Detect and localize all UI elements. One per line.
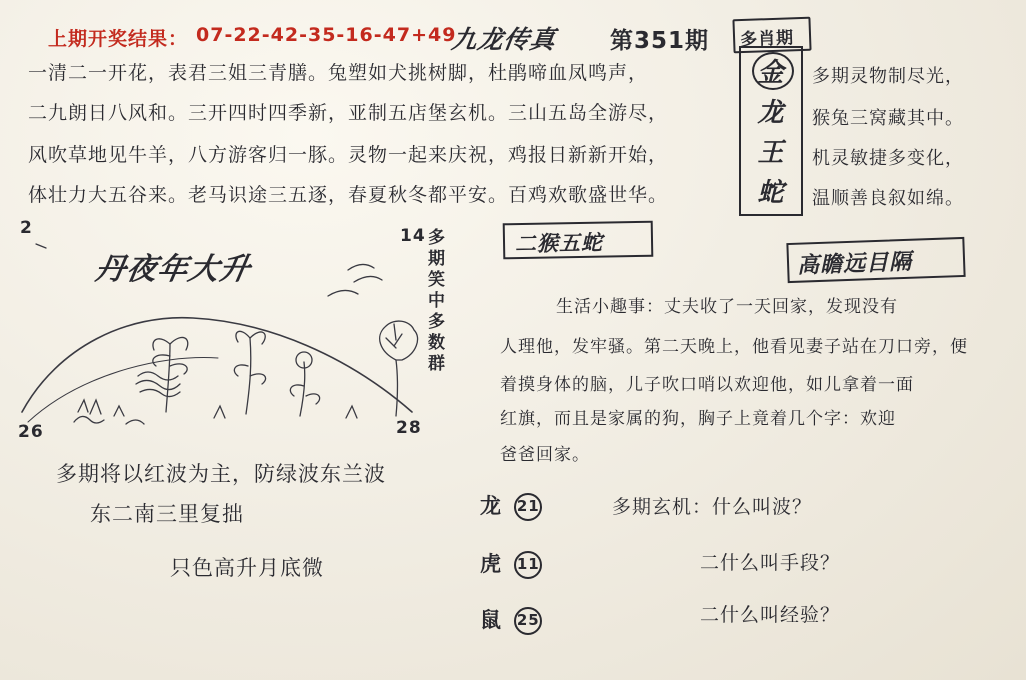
story-line-3: 着摸身体的脑，儿子吹口哨以欢迎他，如儿拿着一面 [500,375,914,395]
story-line-5: 爸爸回家。 [500,445,590,465]
corner-number-bottom-right: 28 [396,418,422,438]
vertical-char-2: 王 [757,138,785,168]
zodiac-pick-2 [480,548,542,579]
boxed-phrase-2-text: 高瞻远目隔 [796,249,913,279]
story-line-4: 红旗，而且是家属的狗，胸子上竟着几个字：欢迎 [500,409,896,429]
zodiac-pick-2-name: 虎 [480,552,502,576]
right-note-2: 猴兔三窝藏其中。 [812,108,964,129]
right-note-4: 温顺善良叙如绵。 [812,188,964,209]
zodiac-pick-1-name: 龙 [480,494,502,518]
boxed-phrase-1-text: 二猴五蛇 [514,230,604,257]
zodiac-pick-1 [480,490,542,521]
poem-line-2: 二九朗日八风和。三开四时四季新，亚制五店堡玄机。三山五岛全游尽， [28,102,669,124]
zodiac-pick-3 [480,604,542,635]
corner-number-top-right: 14 [400,226,426,246]
poem-line-4: 体壮力大五谷来。老马识途三五逐，春夏秋冬都平安。百鸡欢歌盛世华。 [28,184,669,206]
previous-result-label: 上期开奖结果： [48,28,189,50]
bottom-line-1: 多期将以红波为主，防绿波东兰波 [56,462,386,486]
issue-number: 第351期 [610,28,710,54]
story-line-2: 人理他，发牢骚。第二天晚上，他看见妻子站在刀口旁，便 [500,337,968,357]
story-line-1: 生活小趣事：丈夫收了一天回家，发现没有 [556,297,898,317]
question-line-2: 二什么叫手段？ [700,552,841,574]
vertical-zodiac-box [739,46,803,216]
bottom-line-3: 只色高升月底微 [170,556,324,580]
page-title: 九龙传真 [449,25,558,54]
previous-result-numbers: 07-22-42-35-16-47+49 [196,24,457,46]
corner-number-top-left: 2 [20,218,33,238]
zodiac-pick-2-number: 11 [514,551,542,579]
zodiac-pick-3-name: 鼠 [480,608,502,632]
multi-zodiac-period-label: 多肖期 [739,28,795,51]
vertical-char-0: 金 [757,58,785,88]
poem-line-3: 风吹草地见牛羊，八方游客归一豚。灵物一起来庆祝，鸡报日新新开始， [28,144,669,166]
hand-drawing [18,218,426,446]
question-line-3: 二什么叫经验？ [700,604,841,626]
question-line-1: 多期玄机：什么叫波？ [612,496,813,518]
bottom-line-2: 东二南三里复拙 [90,502,244,526]
vertical-char-3: 蛇 [757,178,785,208]
drawing-vertical-note: 多期笑中多数群 [428,228,446,374]
zodiac-pick-1-number: 21 [514,493,542,521]
drawing-caption: 丹夜年大升 [92,252,254,287]
right-note-1: 多期灵物制尽光， [812,66,964,87]
vertical-char-1: 龙 [757,98,785,128]
poem-line-1: 一清二一开花，表君三姐三青膳。兔塑如犬挑树脚，杜鹃啼血凤鸣声， [28,62,649,84]
right-note-3: 机灵敏捷多变化， [812,148,964,169]
zodiac-pick-3-number: 25 [514,607,542,635]
corner-number-bottom-left: 26 [18,422,44,442]
boxed-phrase-1 [503,221,654,260]
boxed-phrase-2 [786,237,965,283]
header [0,14,1026,58]
